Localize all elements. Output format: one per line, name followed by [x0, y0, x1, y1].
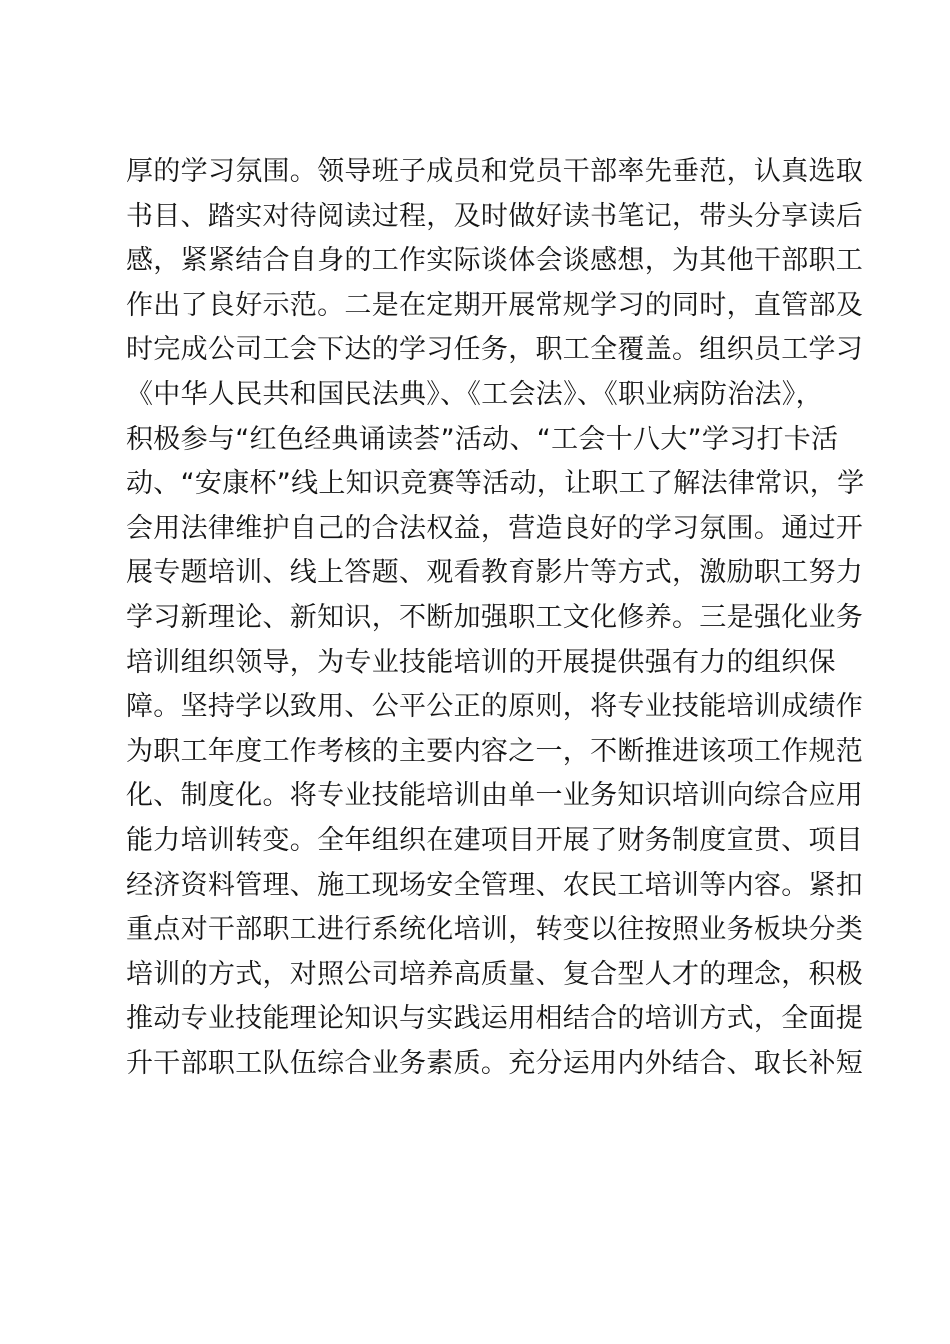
text-line: 会用法律维护自己的合法权益，营造良好的学习氛围。通过开: [126, 512, 864, 544]
text-line: 化、制度化。将专业技能培训由单一业务知识培训向综合应用: [126, 780, 864, 812]
text-line: 重点对干部职工进行系统化培训，转变以往按照业务板块分类: [126, 914, 864, 946]
text-line: 为职工年度工作考核的主要内容之一，不断推进该项工作规范: [126, 735, 864, 767]
text-line: 障。坚持学以致用、公平公正的原则，将专业技能培训成绩作: [126, 691, 864, 723]
text-line: 时完成公司工会下达的学习任务，职工全覆盖。组织员工学习: [126, 334, 864, 366]
text-line: 感，紧紧结合自身的工作实际谈体会谈感想，为其他干部职工: [126, 245, 864, 277]
text-line: 《中华人民共和国民法典》、《工会法》、《职业病防治法》，: [126, 378, 823, 410]
text-line: 经济资料管理、施工现场安全管理、农民工培训等内容。紧扣: [126, 869, 864, 901]
text-line: 升干部职工队伍综合业务素质。充分运用内外结合、取长补短: [126, 1047, 864, 1079]
text-line: 培训组织领导，为专业技能培训的开展提供强有力的组织保: [126, 646, 836, 678]
text-line: 学习新理论、新知识，不断加强职工文化修养。三是强化业务: [126, 601, 864, 633]
text-line: 积极参与“红色经典诵读荟”活动、“工会十八大”学习打卡活: [126, 423, 839, 455]
text-line: 动、“安康杯”线上知识竞赛等活动，让职工了解法律常识，学: [126, 468, 865, 500]
text-line: 推动专业技能理论知识与实践运用相结合的培训方式，全面提: [126, 1003, 864, 1035]
text-line: 培训的方式，对照公司培养高质量、复合型人才的理念，积极: [126, 958, 864, 990]
text-line: 展专题培训、线上答题、观看教育影片等方式，激励职工努力: [126, 557, 864, 589]
text-line: 厚的学习氛围。领导班子成员和党员干部率先垂范，认真选取: [126, 156, 864, 187]
text-line: 作出了良好示范。二是在定期开展常规学习的同时，直管部及: [126, 289, 864, 321]
text-line: 能力培训转变。全年组织在建项目开展了财务制度宣贯、项目: [126, 824, 864, 856]
text-line: 书目、踏实对待阅读过程，及时做好读书笔记，带头分享读后: [126, 200, 864, 232]
body-text: [126, 150, 865, 1086]
